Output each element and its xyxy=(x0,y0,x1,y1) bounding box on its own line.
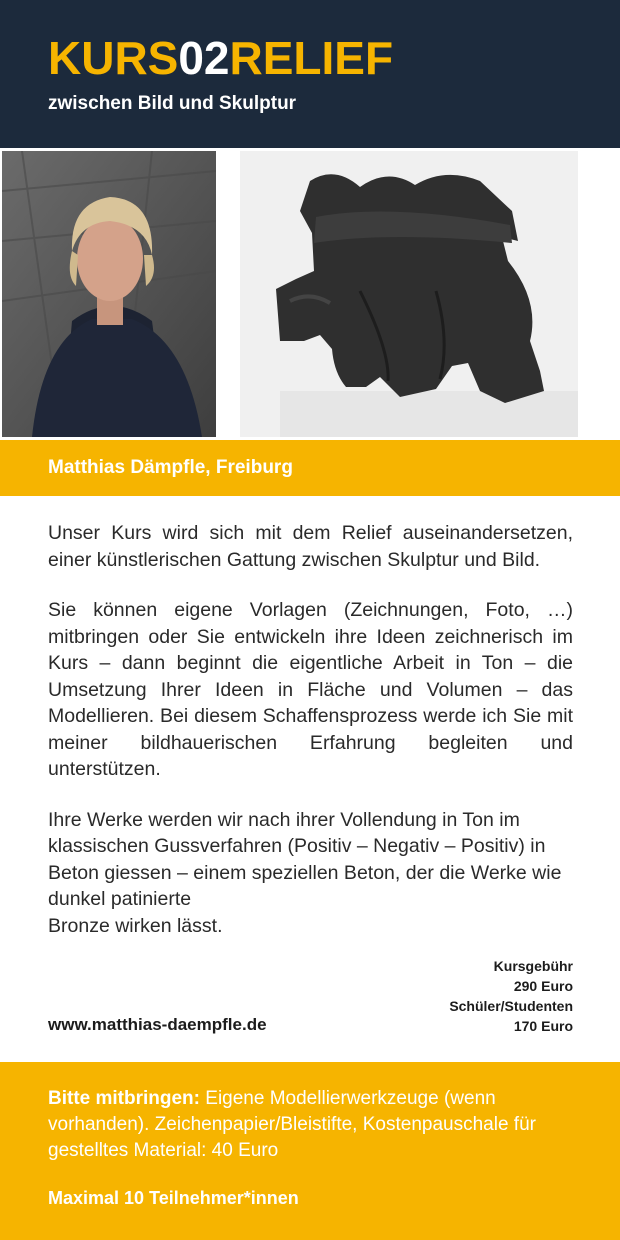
title-number: 02 xyxy=(178,32,230,84)
artist-name: Matthias Dämpfle, Freiburg xyxy=(48,457,293,478)
fee-reduced: 170 Euro xyxy=(513,1018,573,1034)
photo-strip xyxy=(0,148,620,440)
course-subtitle: zwischen Bild und Skulptur xyxy=(48,93,297,114)
title-relief: RELIEF xyxy=(229,32,394,84)
title-kurs: KURS xyxy=(48,32,179,84)
artist-name-bar xyxy=(0,440,620,496)
fee-label: Kursgebühr xyxy=(493,958,573,974)
paragraph-3-ending: Bronze wirken lässt. xyxy=(48,914,223,937)
course-title xyxy=(48,30,393,86)
artist-portrait-icon xyxy=(2,151,216,437)
max-participants: Maximal 10 Teilnehmer*innen xyxy=(48,1188,299,1208)
relief-sculpture-icon xyxy=(240,151,578,437)
paragraph-3-text: Ihre Werke werden wir nach ihrer Vollendung in Ton im klassischen Gussverfahren (Positiv – Negativ – Positiv) in Beton giessen – einem speziellen Beton, der die Werke wie dunkel patinierte xyxy=(48,808,562,910)
description-paragraph-2: Sie können eigene Vorlagen (Zeichnungen, Foto, …) mitbringen oder Sie entwickeln ihre Ideen zeichnerisch im Kurs – dann beginnt die eigentliche Arbeit in Ton – die Umsetzung Ihrer Ideen in Fläche und Volumen – das Modellieren. Bei diesem Schaffensprozess werde ich Sie mit meiner bildhauerischen Erfahrung begleiten und unterstützen. xyxy=(48,599,573,780)
bring-info xyxy=(48,1086,578,1164)
header-banner xyxy=(0,0,620,148)
website-link[interactable]: www.matthias-daempfle.de xyxy=(48,1015,267,1034)
course-description xyxy=(48,520,573,939)
footer-bar xyxy=(0,1062,620,1240)
description-paragraph-3 xyxy=(48,807,573,940)
fee-standard: 290 Euro xyxy=(513,978,573,994)
course-fee-block xyxy=(449,956,573,1036)
bring-text: Eigene Modellierwerkzeuge (wenn vorhanden). Zeichenpapier/Bleistifte, Kostenpauschale für gestelltes Material: 40 Euro xyxy=(48,1088,536,1161)
description-paragraph-1: Unser Kurs wird sich mit dem Relief auseinandersetzen, einer künstlerischen Gattung zwischen Skulptur und Bild. xyxy=(48,522,573,571)
fee-reduced-label: Schüler/Studenten xyxy=(449,998,573,1014)
bring-label: Bitte mitbringen: xyxy=(48,1088,200,1109)
